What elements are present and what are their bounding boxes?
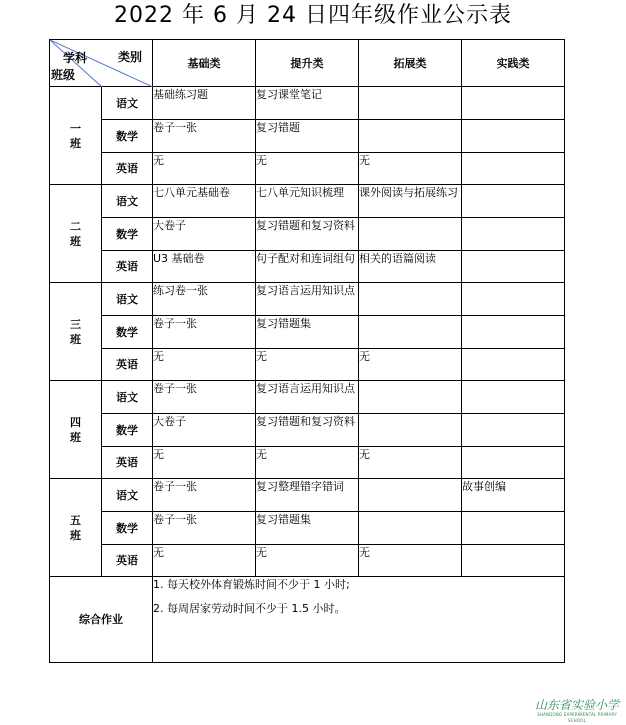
class-name-cell xyxy=(50,381,102,479)
homework-cell: 无 xyxy=(359,545,462,577)
logo-english: SHANDONG EXPERIMENTAL PRIMARY SCHOOL xyxy=(537,712,617,723)
subject-cell: 语文 xyxy=(102,479,153,512)
column-header-basic: 基础类 xyxy=(153,40,256,87)
homework-cell: 无 xyxy=(256,545,359,577)
homework-cell xyxy=(462,512,565,545)
table-row xyxy=(50,512,565,545)
class-name-char: 班 xyxy=(70,136,81,150)
homework-cell: 无 xyxy=(256,447,359,479)
homework-cell: 复习语言运用知识点 xyxy=(256,381,359,414)
class-name-cell xyxy=(50,479,102,577)
homework-cell: 无 xyxy=(153,349,256,381)
page-title: 2022 年 6 月 24 日四年级作业公示表 xyxy=(114,3,512,28)
homework-cell: 复习课堂笔记 xyxy=(256,87,359,120)
homework-cell: 复习整理错字错词 xyxy=(256,479,359,512)
homework-cell: U3 基础卷 xyxy=(153,251,256,283)
class-name-char: 五 xyxy=(70,513,81,527)
homework-cell xyxy=(359,414,462,447)
homework-cell: 无 xyxy=(153,153,256,185)
homework-cell xyxy=(359,512,462,545)
subject-cell: 英语 xyxy=(102,251,153,283)
subject-cell: 数学 xyxy=(102,120,153,153)
table-row xyxy=(50,185,565,218)
homework-cell: 卷子一张 xyxy=(153,381,256,414)
homework-cell: 无 xyxy=(359,153,462,185)
homework-cell: 复习错题和复习资料 xyxy=(256,218,359,251)
subject-cell: 语文 xyxy=(102,87,153,120)
subject-cell: 英语 xyxy=(102,349,153,381)
homework-cell xyxy=(359,381,462,414)
homework-cell xyxy=(462,87,565,120)
table-row xyxy=(50,87,565,120)
table-row xyxy=(50,349,565,381)
summary-item: 2. 每周居家劳动时间不少于 1.5 小时。 xyxy=(153,602,346,615)
table-row xyxy=(50,153,565,185)
homework-cell: 无 xyxy=(256,349,359,381)
homework-cell: 卷子一张 xyxy=(153,316,256,349)
subject-cell: 数学 xyxy=(102,316,153,349)
homework-cell xyxy=(462,185,565,218)
homework-cell: 复习错题集 xyxy=(256,316,359,349)
class-name-char: 班 xyxy=(70,332,81,346)
summary-label: 综合作业 xyxy=(50,577,153,663)
homework-cell: 七八单元基础卷 xyxy=(153,185,256,218)
homework-cell: 卷子一张 xyxy=(153,479,256,512)
homework-table xyxy=(49,39,565,663)
homework-cell: 大卷子 xyxy=(153,414,256,447)
homework-cell: 复习错题和复习资料 xyxy=(256,414,359,447)
homework-cell: 课外阅读与拓展练习 xyxy=(359,185,462,218)
table-row xyxy=(50,283,565,316)
diag-category-label: 类别 xyxy=(118,50,143,64)
homework-cell: 基础练习题 xyxy=(153,87,256,120)
diag-class-label: 班级 xyxy=(51,68,76,82)
homework-cell xyxy=(359,283,462,316)
class-name-char: 三 xyxy=(70,317,81,331)
homework-cell xyxy=(462,381,565,414)
logo-name: 山东省实验小学 xyxy=(534,698,619,712)
diagonal-header-cell xyxy=(50,40,153,87)
subject-cell: 数学 xyxy=(102,512,153,545)
homework-cell xyxy=(359,120,462,153)
subject-cell: 语文 xyxy=(102,185,153,218)
class-name-cell xyxy=(50,185,102,283)
homework-cell xyxy=(462,120,565,153)
table-row xyxy=(50,479,565,512)
homework-cell: 七八单元知识梳理 xyxy=(256,185,359,218)
homework-cell: 练习卷一张 xyxy=(153,283,256,316)
homework-cell: 无 xyxy=(153,545,256,577)
homework-cell: 卷子一张 xyxy=(153,512,256,545)
summary-item: 1. 每天校外体育锻炼时间不少于 1 小时; xyxy=(153,578,350,591)
homework-cell: 复习语言运用知识点 xyxy=(256,283,359,316)
subject-cell: 英语 xyxy=(102,545,153,577)
subject-cell: 语文 xyxy=(102,283,153,316)
homework-cell xyxy=(462,218,565,251)
class-name-cell xyxy=(50,87,102,185)
class-name-char: 班 xyxy=(70,234,81,248)
homework-cell xyxy=(359,218,462,251)
column-header-practice: 实践类 xyxy=(462,40,565,87)
homework-cell xyxy=(359,479,462,512)
class-name-char: 一 xyxy=(70,121,81,135)
homework-cell xyxy=(462,251,565,283)
homework-cell: 复习错题集 xyxy=(256,512,359,545)
class-name-cell xyxy=(50,283,102,381)
homework-cell xyxy=(462,414,565,447)
homework-cell: 大卷子 xyxy=(153,218,256,251)
header-row xyxy=(50,40,565,87)
table-row xyxy=(50,251,565,283)
homework-cell: 句子配对和连词组句 xyxy=(256,251,359,283)
homework-cell: 故事创编 xyxy=(462,479,565,512)
subject-cell: 语文 xyxy=(102,381,153,414)
table-row xyxy=(50,218,565,251)
homework-cell: 无 xyxy=(256,153,359,185)
table-row xyxy=(50,414,565,447)
homework-cell xyxy=(359,87,462,120)
homework-cell xyxy=(462,447,565,479)
class-name-char: 二 xyxy=(70,219,81,233)
summary-row xyxy=(50,577,565,663)
homework-cell xyxy=(462,316,565,349)
table-row xyxy=(50,316,565,349)
column-header-improve: 提升类 xyxy=(256,40,359,87)
subject-cell: 英语 xyxy=(102,153,153,185)
table-row xyxy=(50,447,565,479)
table-row xyxy=(50,381,565,414)
summary-content xyxy=(153,577,565,663)
subject-cell: 英语 xyxy=(102,447,153,479)
table-row xyxy=(50,545,565,577)
column-header-extend: 拓展类 xyxy=(359,40,462,87)
diag-subject-label: 学科 xyxy=(63,51,88,65)
homework-cell: 相关的语篇阅读 xyxy=(359,251,462,283)
homework-cell: 卷子一张 xyxy=(153,120,256,153)
homework-cell: 无 xyxy=(153,447,256,479)
table-row xyxy=(50,120,565,153)
class-name-char: 四 xyxy=(70,415,81,429)
homework-cell xyxy=(462,283,565,316)
class-name-char: 班 xyxy=(70,528,81,542)
homework-cell xyxy=(359,316,462,349)
class-name-char: 班 xyxy=(70,430,81,444)
homework-cell xyxy=(462,153,565,185)
homework-cell: 无 xyxy=(359,349,462,381)
subject-cell: 数学 xyxy=(102,218,153,251)
homework-cell xyxy=(462,545,565,577)
subject-cell: 数学 xyxy=(102,414,153,447)
homework-cell xyxy=(462,349,565,381)
school-logo xyxy=(530,698,624,724)
homework-cell: 无 xyxy=(359,447,462,479)
homework-cell: 复习错题 xyxy=(256,120,359,153)
